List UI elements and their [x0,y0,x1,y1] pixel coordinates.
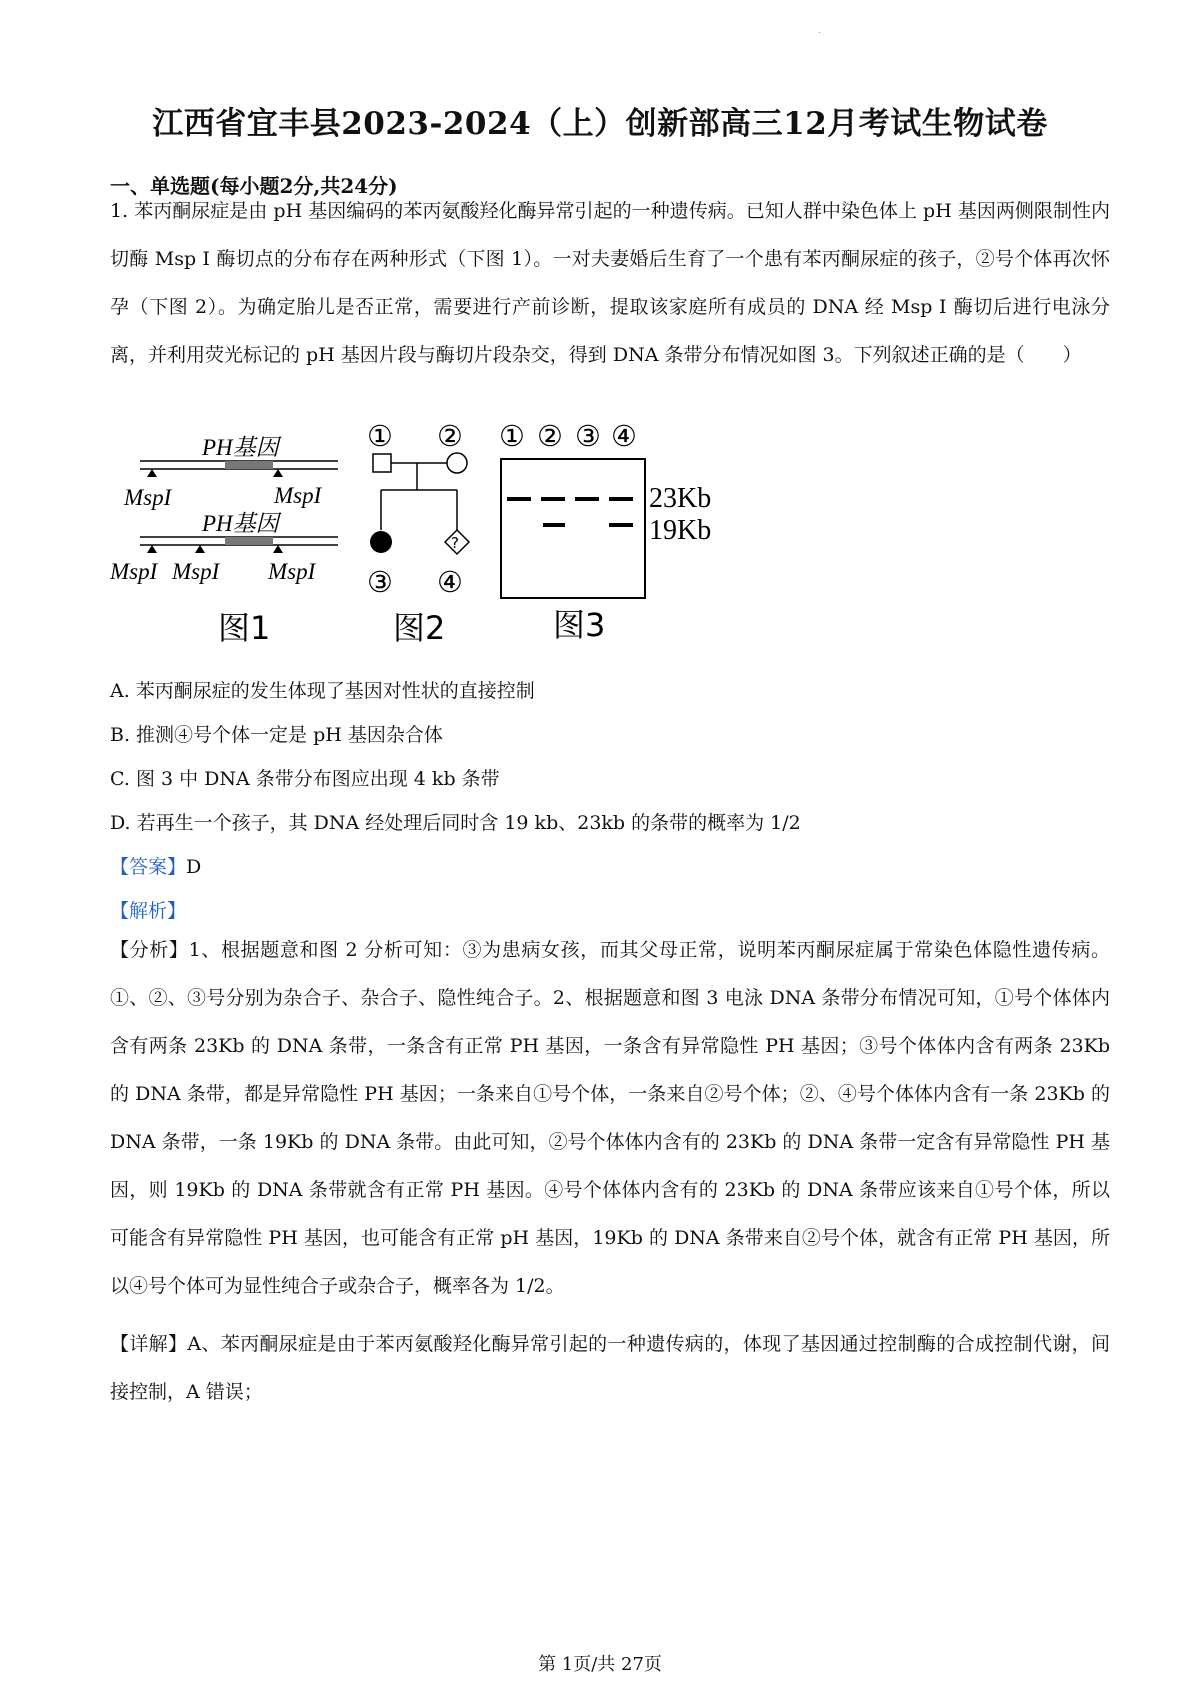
answer-line [110,852,201,879]
lane-4-number: ④ [611,419,637,453]
msp-label: MspI [172,559,220,584]
option-a: A. 苯丙酮尿症的发生体现了基因对性状的直接控制 [110,680,535,702]
individual-2-number: ② [437,419,463,453]
band-19kb-lane-4 [609,523,633,527]
chromosome-form-1 [123,435,338,510]
lane-1-number: ① [499,419,525,453]
figure-3-caption: 图3 [553,606,606,644]
individual-1-number: ① [367,419,393,453]
affected-daughter-circle [370,531,392,553]
xiangjie-text: A、苯丙酮尿症是由于苯丙氨酸羟化酶异常引起的一种遗传病的，体现了基因通过控制酶的合成控制代谢，间接控制，A 错误； [110,1333,1110,1403]
band-19kb-label: 19Kb [649,515,712,546]
msp-label: MspI [110,559,158,584]
xiangjie-tag: 【详解】 [110,1333,188,1355]
ph-gene-segment [225,461,273,469]
msp-label: MspI [124,485,172,510]
father-square [373,454,391,472]
band-23kb-lane-3 [575,497,599,501]
fenxi-text: 1、根据题意和图 2 分析可知：③为患病女孩，而其父母正常，说明苯丙酮尿症属于常染色体隐性遗传病。①、②、③号分别为杂合子、杂合子、隐性纯合子。2、根据题意和图 3 电泳 DNA 条带分布情况可知，①号个体体内含有两条 23Kb 的 DNA 条带，一条含有正常 PH 基因，一条含有异常隐性 PH 基因；③号个体体内含有两条 23Kb 的 DNA 条带，都是异常隐性 PH 基因；一条来自①号个体，一条来自②号个体；②、④号个体体内含有一条 23Kb 的 DNA 条带，一条 19Kb 的 DNA 条带。由此可知，②号个体体内含有的 23Kb 的 DNA 条带一定含有异常隐性 PH 基因，则 19Kb 的 DNA 条带就含有正常 PH 基因。④号个体体内含有的 23Kb 的 DNA 条带应该来自①号个体，所以可能含有异常隐性 PH 基因，也可能含有正常 pH 基因，19Kb 的 DNA 条带来自②号个体，就含有正常 PH 基因，所以④号个体可为显性纯合子或杂合子，概率各为 1/2。 [110,939,1110,1297]
page-footer: 第 1页/共 27页 [538,1654,662,1675]
question-stem: 1. 苯丙酮尿症是由 pH 基因编码的苯丙氨酸羟化酶异常引起的一种遗传病。已知人群中染色体上 pH 基因两侧限制性内切酶 Msp Ⅰ 酶切点的分布存在两种形式（下图 1）。一对夫妻婚后生育了一个患有苯丙酮尿症的孩子，②号个体再次怀孕（下图 2）。为确定胎儿是否正常，需要进行产前诊断，提取该家庭所有成员的 DNA 经 Msp Ⅰ 酶切后进行电泳分离，并利用荧光标记的 pH 基因片段与酶切片段杂交，得到 DNA 条带分布情况如图 3。下列叙述正确的是（ ） [110,200,1110,366]
gene-label: PH基因 [202,511,279,536]
xiangjie-paragraph [110,1320,1110,1416]
answer-value: D [186,856,202,878]
individual-4-number: ④ [437,565,463,599]
figure-1 [110,425,360,655]
chromosome-form-2 [110,511,338,584]
msp-site-marker [273,469,283,477]
figure-2-caption: 图2 [393,609,446,647]
msp-label: MspI [268,559,316,584]
msp-site-marker [273,545,283,553]
band-23kb-lane-2 [541,497,565,501]
option-b: B. 推测④号个体一定是 pH 基因杂合体 [110,724,443,746]
fenxi-paragraph [110,926,1110,1310]
figure-1-caption: 图1 [218,609,271,647]
band-23kb-lane-4 [609,497,633,501]
gel-box [501,459,645,598]
gene-label: PH基因 [202,435,279,460]
msp-site-marker [195,545,205,553]
figure-3 [495,418,735,655]
msp-site-marker [147,545,157,553]
fetus-unknown-mark: ? [451,534,459,552]
page-title: 江西省宜丰县2023-2024（上）创新部高三12月考试生物试卷 [152,106,1048,142]
mother-circle [447,453,467,473]
ph-gene-segment [225,537,273,545]
lane-3-number: ③ [575,419,601,453]
band-23kb-lane-1 [507,497,531,501]
msp-label: MspI [274,483,322,508]
analysis-tag: 【解析】 [110,900,187,922]
msp-site-marker [147,469,157,477]
individual-3-number: ③ [367,565,393,599]
scan-dot: · [818,28,822,39]
answer-tag: 【答案】 [110,856,187,878]
option-c: C. 图 3 中 DNA 条带分布图应出现 4 kb 条带 [110,768,500,790]
analysis-line [110,896,186,923]
figure-2 [365,418,495,655]
lane-2-number: ② [537,419,563,453]
band-23kb-label: 23Kb [649,483,712,514]
band-19kb-lane-2 [543,523,565,527]
section-title: 一、单选题(每小题2分,共24分) [110,174,398,198]
fenxi-tag: 【分析】 [110,939,189,961]
option-d: D. 若再生一个孩子，其 DNA 经处理后同时含 19 kb、23kb 的条带的概率为 1/2 [110,812,801,834]
